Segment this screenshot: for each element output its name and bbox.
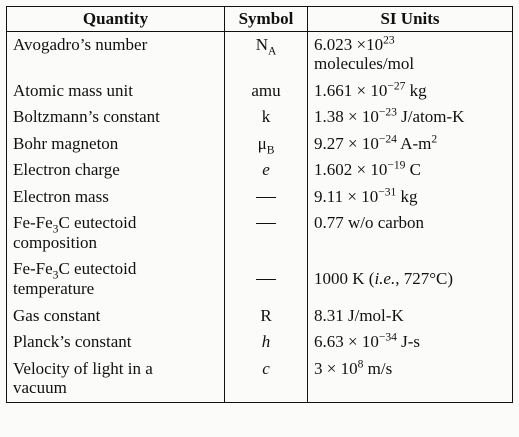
table-body [7, 31, 513, 402]
si-italic: i.e., [374, 269, 400, 289]
symbol-cell [225, 329, 308, 356]
symbol-base: N [255, 34, 268, 54]
table-row [7, 157, 513, 184]
si-unit-exponent: 2 [431, 132, 438, 146]
symbol-cell [225, 104, 308, 131]
symbol-cell [225, 78, 308, 105]
symbol-text: h [261, 332, 271, 352]
symbol-cell [225, 303, 308, 330]
table-row [7, 210, 513, 256]
quantity-name: C eutectoid [58, 259, 137, 279]
si-value: 6.023 ×10 [314, 34, 384, 54]
header-quantity: Quantity [7, 7, 225, 32]
si-value: 1.602 × 10 [314, 160, 388, 180]
si-units-cell [308, 184, 513, 211]
si-value: 1.661 × 10 [314, 80, 388, 100]
table-row [7, 356, 513, 403]
table-row [7, 104, 513, 131]
header-row [7, 7, 513, 32]
symbol-text: R [260, 305, 272, 325]
si-units-cell [308, 303, 513, 330]
quantity-name: Avogadro’s number [13, 34, 148, 54]
si-value: 6.63 × 10 [314, 332, 379, 352]
quantity-cell [7, 78, 225, 105]
quantity-name: composition [13, 232, 98, 252]
quantity-name: Boltzmann’s constant [13, 107, 160, 127]
quantity-cell [7, 303, 225, 330]
si-units-cell [308, 78, 513, 105]
si-value: 9.27 × 10 [314, 133, 379, 153]
si-unit: m/s [363, 358, 393, 378]
table-header [7, 7, 513, 32]
si-value: 9.11 × 10 [314, 186, 379, 206]
si-units-cell [308, 31, 513, 78]
quantity-cell [7, 131, 225, 158]
si-units-cell [308, 256, 513, 302]
symbol-cell [225, 210, 308, 256]
em-dash-symbol [256, 223, 276, 224]
symbol-cell [225, 184, 308, 211]
si-units-cell [308, 356, 513, 403]
quantity-name: Electron charge [13, 160, 120, 180]
si-value: 1.38 × 10 [314, 107, 379, 127]
table-row [7, 78, 513, 105]
quantity-name: vacuum [13, 378, 67, 398]
si-exponent: 23 [383, 32, 395, 46]
si-unit: A-m [396, 133, 432, 153]
symbol-subscript: A [267, 43, 277, 57]
quantity-subscript: 3 [52, 222, 59, 236]
si-exponent: 8 [357, 357, 364, 370]
table-row [7, 131, 513, 158]
si-unit: J/atom-K [396, 107, 465, 127]
si-unit: J-s [396, 332, 421, 352]
quantity-cell [7, 184, 225, 211]
si-exponent: −34 [378, 330, 397, 344]
quantity-name: temperature [13, 279, 95, 299]
quantity-cell [7, 104, 225, 131]
si-units-cell [308, 131, 513, 158]
quantity-name: C eutectoid [58, 213, 137, 233]
quantity-name: Electron mass [13, 186, 109, 206]
table-row [7, 184, 513, 211]
si-exponent: −19 [387, 158, 406, 172]
quantity-cell [7, 256, 225, 302]
quantity-cell [7, 210, 225, 256]
quantity-cell [7, 329, 225, 356]
em-dash-symbol [256, 279, 276, 280]
quantity-cell [7, 356, 225, 403]
symbol-cell [225, 356, 308, 403]
quantity-name: Gas constant [13, 305, 101, 325]
symbol-cell [225, 157, 308, 184]
quantity-name: Fe-Fe [13, 259, 53, 279]
si-exponent: −31 [378, 185, 397, 199]
constants-table [6, 6, 513, 403]
quantity-name: Velocity of light in a [13, 358, 153, 378]
symbol-subscript: B [266, 143, 275, 157]
si-value: 727°C) [399, 269, 454, 289]
quantity-cell [7, 157, 225, 184]
symbol-cell [225, 256, 308, 302]
si-unit: molecules/mol [314, 54, 415, 74]
symbol-text: k [261, 107, 271, 127]
quantity-cell [7, 31, 225, 78]
quantity-name: Bohr magneton [13, 133, 119, 153]
table-row [7, 303, 513, 330]
si-unit: kg [396, 186, 418, 206]
si-unit: kg [405, 80, 427, 100]
si-exponent: −24 [378, 132, 397, 146]
table-row [7, 256, 513, 302]
symbol-cell [225, 31, 308, 78]
header-si-units: SI Units [308, 7, 513, 32]
symbol-base: μ [257, 133, 267, 153]
si-exponent: −23 [378, 105, 397, 119]
si-value: 3 × 10 [314, 358, 358, 378]
si-value: 1000 K ( [314, 269, 375, 289]
si-units-cell [308, 210, 513, 256]
si-units-cell [308, 104, 513, 131]
table-row [7, 31, 513, 78]
symbol-text: c [262, 358, 270, 378]
si-value: 0.77 w/o carbon [314, 213, 425, 233]
quantity-name: Fe-Fe [13, 213, 53, 233]
si-unit: C [405, 160, 421, 180]
em-dash-symbol [256, 197, 276, 198]
symbol-cell [225, 131, 308, 158]
quantity-name: Atomic mass unit [13, 80, 133, 100]
symbol-text: e [262, 160, 270, 180]
si-units-cell [308, 157, 513, 184]
si-value: 8.31 J/mol-K [314, 305, 404, 325]
symbol-text: amu [251, 80, 281, 100]
table-row [7, 329, 513, 356]
si-units-cell [308, 329, 513, 356]
quantity-name: Planck’s constant [13, 332, 132, 352]
quantity-subscript: 3 [52, 268, 59, 282]
si-exponent: −27 [387, 78, 406, 92]
header-symbol: Symbol [225, 7, 308, 32]
